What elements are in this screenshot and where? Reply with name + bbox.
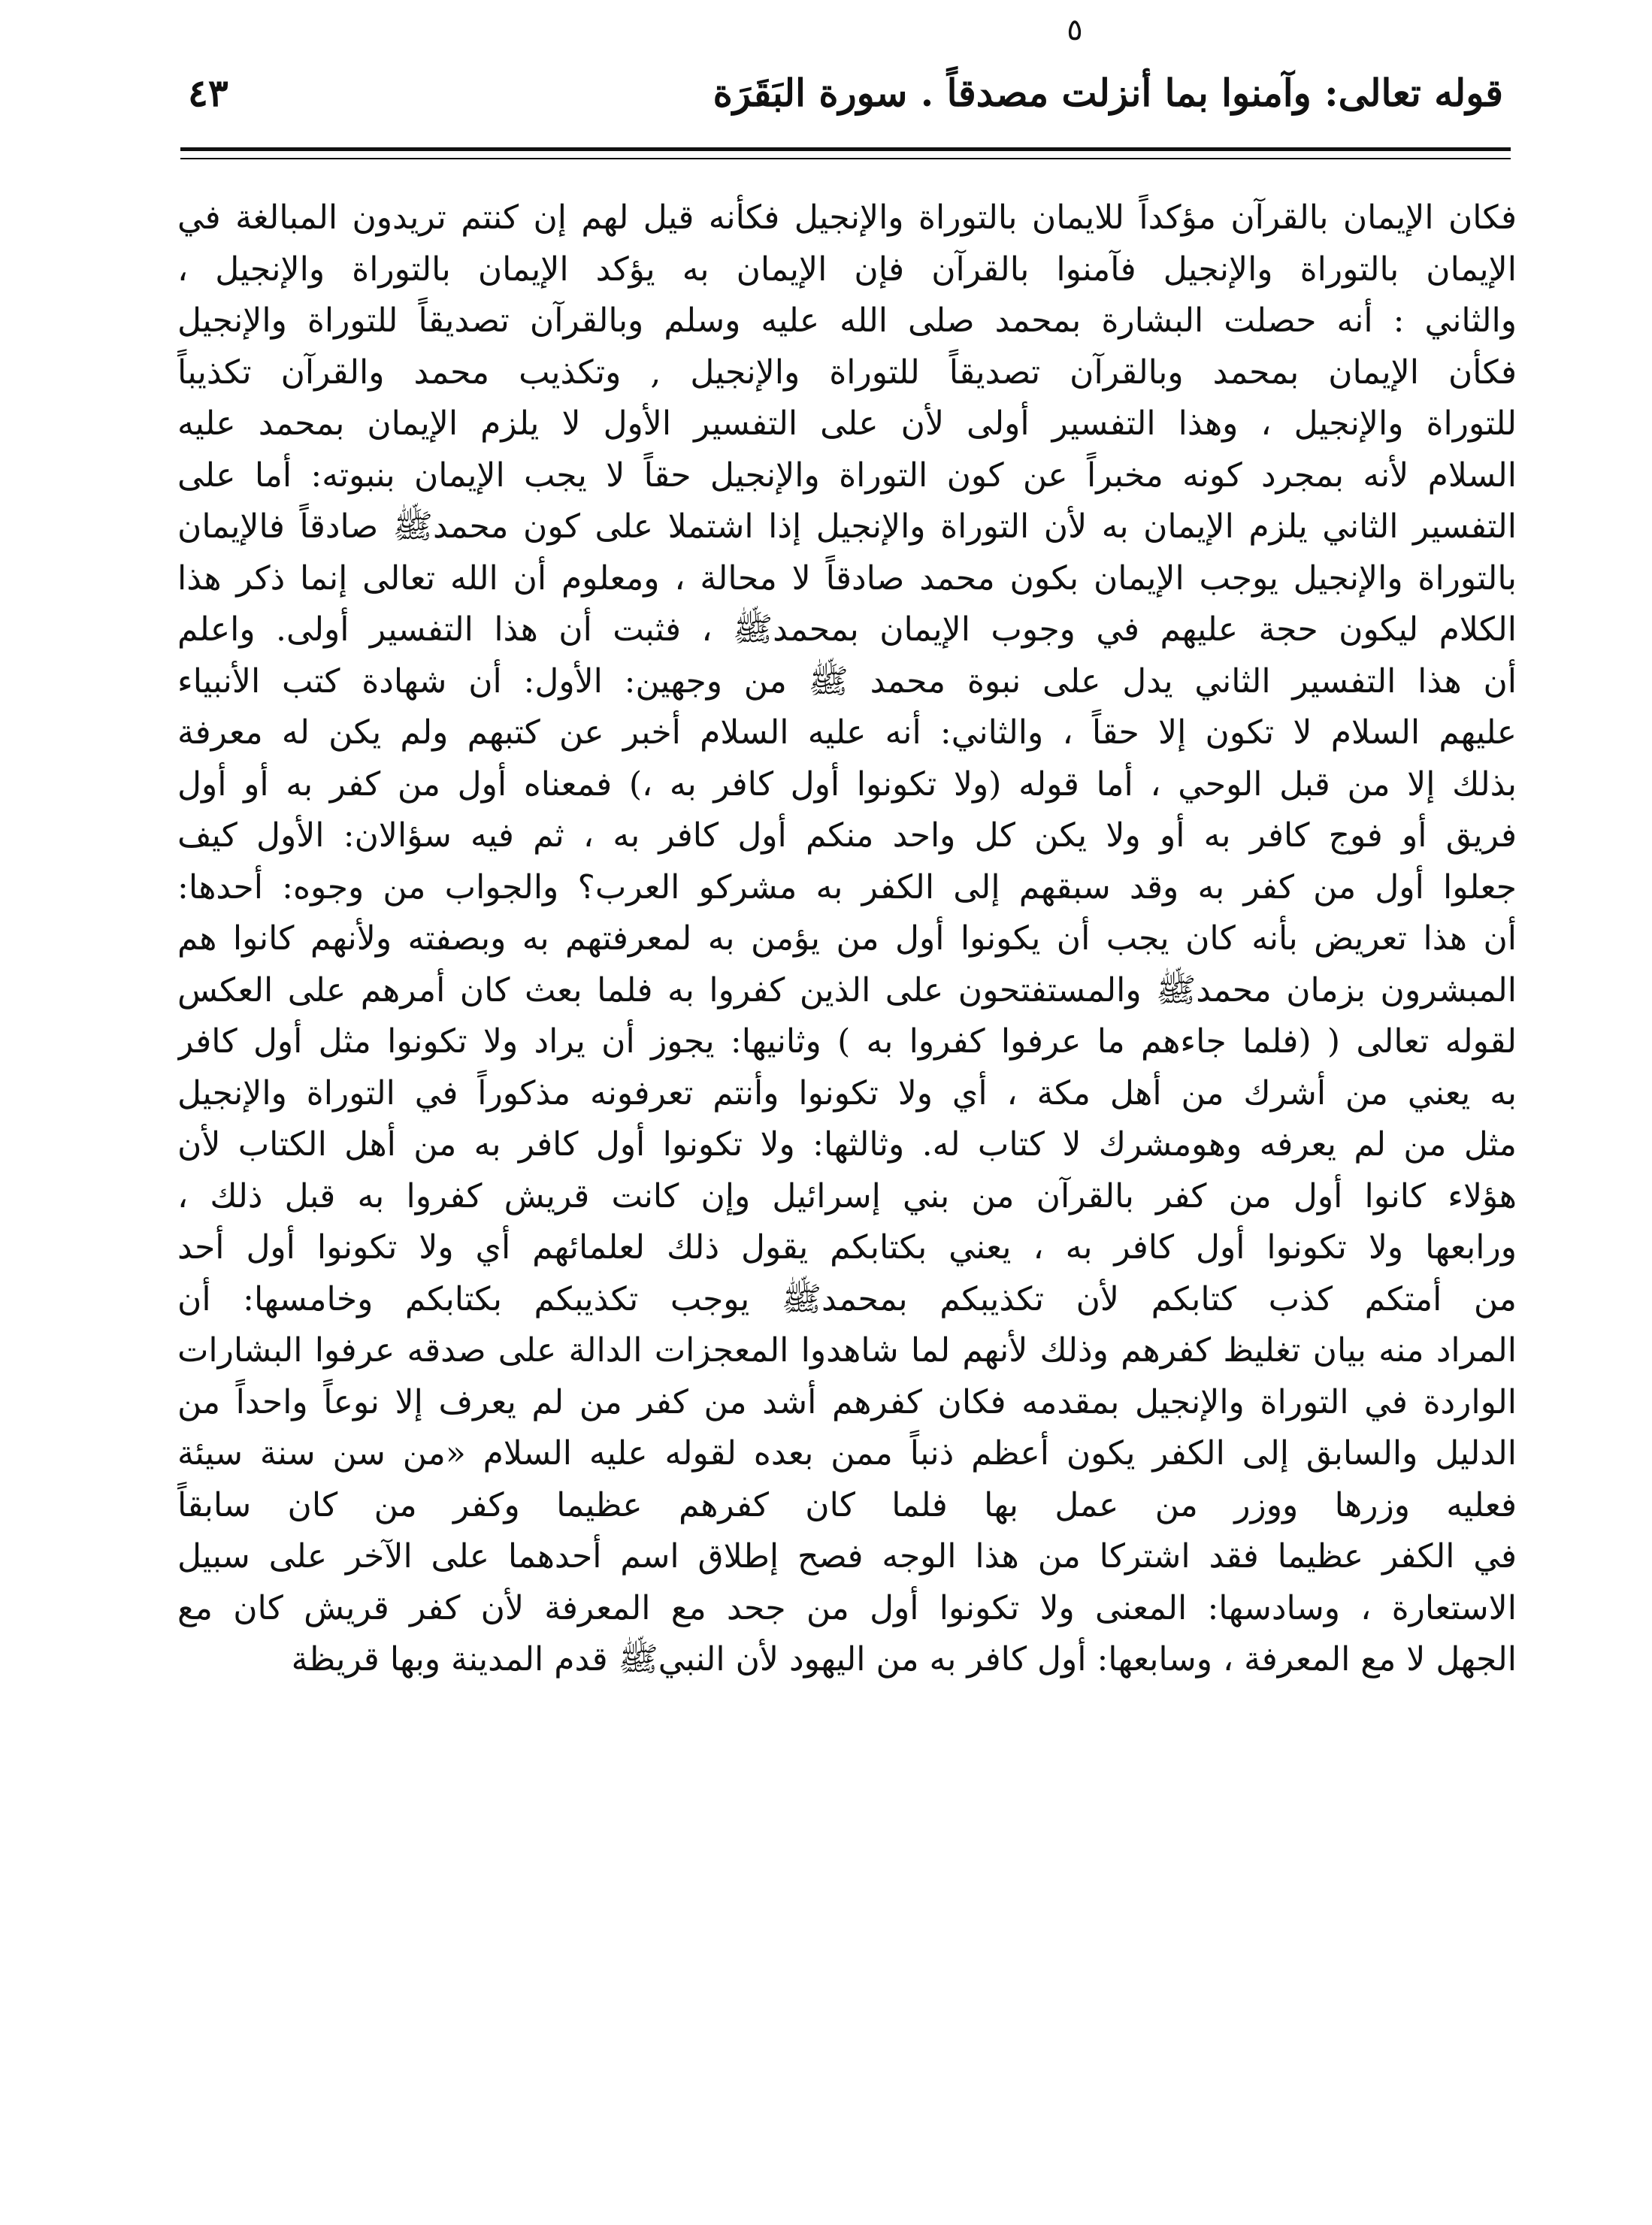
- text-line: به يعني من أشرك من أهل مكة ، أي ولا تكونوا وأنتم تعرفونه مذكوراً في التوراة والإنجيل: [177, 1073, 1517, 1112]
- text-line: فكأن الإيمان بمحمد وبالقرآن تصديقاً للتوراة والإنجيل , وتكذيب محمد والقرآن تكذيباً: [177, 353, 1517, 392]
- text-line: السلام لأنه بمجرد كونه مخبراً عن كون التوراة والإنجيل حقاً لا يجب الإيمان بنبوته: أما على: [177, 456, 1517, 495]
- page-number: ٤٣: [188, 71, 228, 115]
- text-line: الإيمان بالتوراة والإنجيل فآمنوا بالقرآن فإن الإيمان به يؤكد الإيمان بالتوراة والإنجيل ،: [177, 250, 1517, 289]
- text-line: مثل من لم يعرفه وهومشرك لا كتاب له. وثالثها: ولا تكونوا أول كافر به من أهل الكتاب لأن: [177, 1125, 1517, 1164]
- text-line: المبشرون بزمان محمدﷺ والمستفتحون على الذين كفروا به فلما بعث كان أمرهم على العكس: [177, 970, 1517, 1010]
- text-line: والثاني : أنه حصلت البشارة بمحمد صلى الله عليه وسلم وبالقرآن تصديقاً للتوراة والإنجيل: [177, 301, 1517, 340]
- text-line: عليهم السلام لا تكون إلا حقاً ، والثاني: أنه عليه السلام أخبر عن كتبهم ولم يكن له معرفة: [177, 713, 1517, 752]
- page-header: [188, 63, 1503, 123]
- text-line: ورابعها ولا تكونوا أول كافر به ، يعني بكتابكم يقول ذلك لعلمائهم أي ولا تكونوا أول أحد: [177, 1228, 1517, 1267]
- text-line: هؤلاء كانوا أول من كفر بالقرآن من بني إسرائيل وإن كانت قريش كفروا به قبل ذلك ،: [177, 1176, 1517, 1215]
- text-line: أن هذا تعريض بأنه كان يجب أن يكونوا أول من يؤمن به لمعرفتهم به وبصفته ولأنهم كانوا هم: [177, 919, 1517, 958]
- text-line: الواردة في التوراة والإنجيل بمقدمه فكان كفرهم أشد من كفر من لم يعرف إلا نوعاً واحداً من: [177, 1382, 1517, 1421]
- header-rule-thick: [180, 147, 1511, 151]
- text-line: التفسير الثاني يلزم الإيمان به لأن التوراة والإنجيل إذا اشتملا على كون محمدﷺ صادقاً فالإيمان: [177, 507, 1517, 546]
- text-line: فعليه وزرها ووزر من عمل بها فلما كان كفرهم عظيما وكفر من كان سابقاً: [177, 1485, 1517, 1524]
- text-line: للتوراة والإنجيل ، وهذا التفسير أولى لأن على التفسير الأول لا يلزم الإيمان بمحمد عليه: [177, 404, 1517, 443]
- body-text: [177, 192, 1517, 1686]
- page-mark: ٥: [1067, 13, 1083, 47]
- text-line: لقوله تعالى ( (فلما جاءهم ما عرفوا كفروا به ) وثانيها: يجوز أن يراد ولا تكونوا مثل أول كافر: [177, 1022, 1517, 1061]
- text-line: في الكفر عظيما فقد اشتركا من هذا الوجه فصح إطلاق اسم أحدهما على الآخر على سبيل: [177, 1537, 1517, 1576]
- text-line: أن هذا التفسير الثاني يدل على نبوة محمد ﷺ من وجهين: الأول: أن شهادة كتب الأنبياء: [177, 661, 1517, 701]
- text-line: جعلوا أول من كفر به وقد سبقهم إلى الكفر به مشركو العرب؟ والجواب من وجوه: أحدها:: [177, 867, 1517, 907]
- text-line: الجهل لا مع المعرفة ، وسابعها: أول كافر به من اليهود لأن النبيﷺ قدم المدينة وبها قريظة: [291, 1640, 1517, 1679]
- text-line: من أمتكم كذب كتابكم لأن تكذيبكم بمحمدﷺ يوجب تكذيبكم بكتابكم وخامسها: أن: [177, 1279, 1517, 1318]
- text-line: فريق أو فوج كافر به أو ولا يكن كل واحد منكم أول كافر به ، ثم فيه سؤالان: الأول كيف: [177, 816, 1517, 855]
- text-line: فكان الإيمان بالقرآن مؤكداً للايمان بالتوراة والإنجيل فكأنه قيل لهم إن كنتم تريدون المبالغة في: [177, 198, 1517, 237]
- text-line: المراد منه بيان تغليظ كفرهم وذلك لأنهم لما شاهدوا المعجزات الدالة على صدقه عرفوا البشارات: [177, 1331, 1517, 1370]
- text-line: الكلام ليكون حجة عليهم في وجوب الإيمان بمحمدﷺ ، فثبت أن هذا التفسير أولى. واعلم: [177, 610, 1517, 649]
- text-line: بالتوراة والإنجيل يوجب الإيمان بكون محمد صادقاً لا محالة ، ومعلوم أن الله تعالى إنما ذكر هذا: [177, 559, 1517, 598]
- header-rule-thin: [180, 158, 1511, 159]
- text-line: الاستعارة ، وسادسها: المعنى ولا تكونوا أول من جحد مع المعرفة لأن كفر قريش كان مع: [177, 1588, 1517, 1627]
- text-line: بذلك إلا من قبل الوحي ، أما قوله (ولا تكونوا أول كافر به ،) فمعناه أول من كفر به أو أول: [177, 764, 1517, 804]
- text-line: الدليل والسابق إلى الكفر يكون أعظم ذنباً ممن بعده لقوله عليه السلام «من سن سنة سيئة: [177, 1434, 1517, 1473]
- running-title: قوله تعالى: وآمنوا بما أنزلت مصدقاً . سورة البَقَرَة: [713, 71, 1503, 115]
